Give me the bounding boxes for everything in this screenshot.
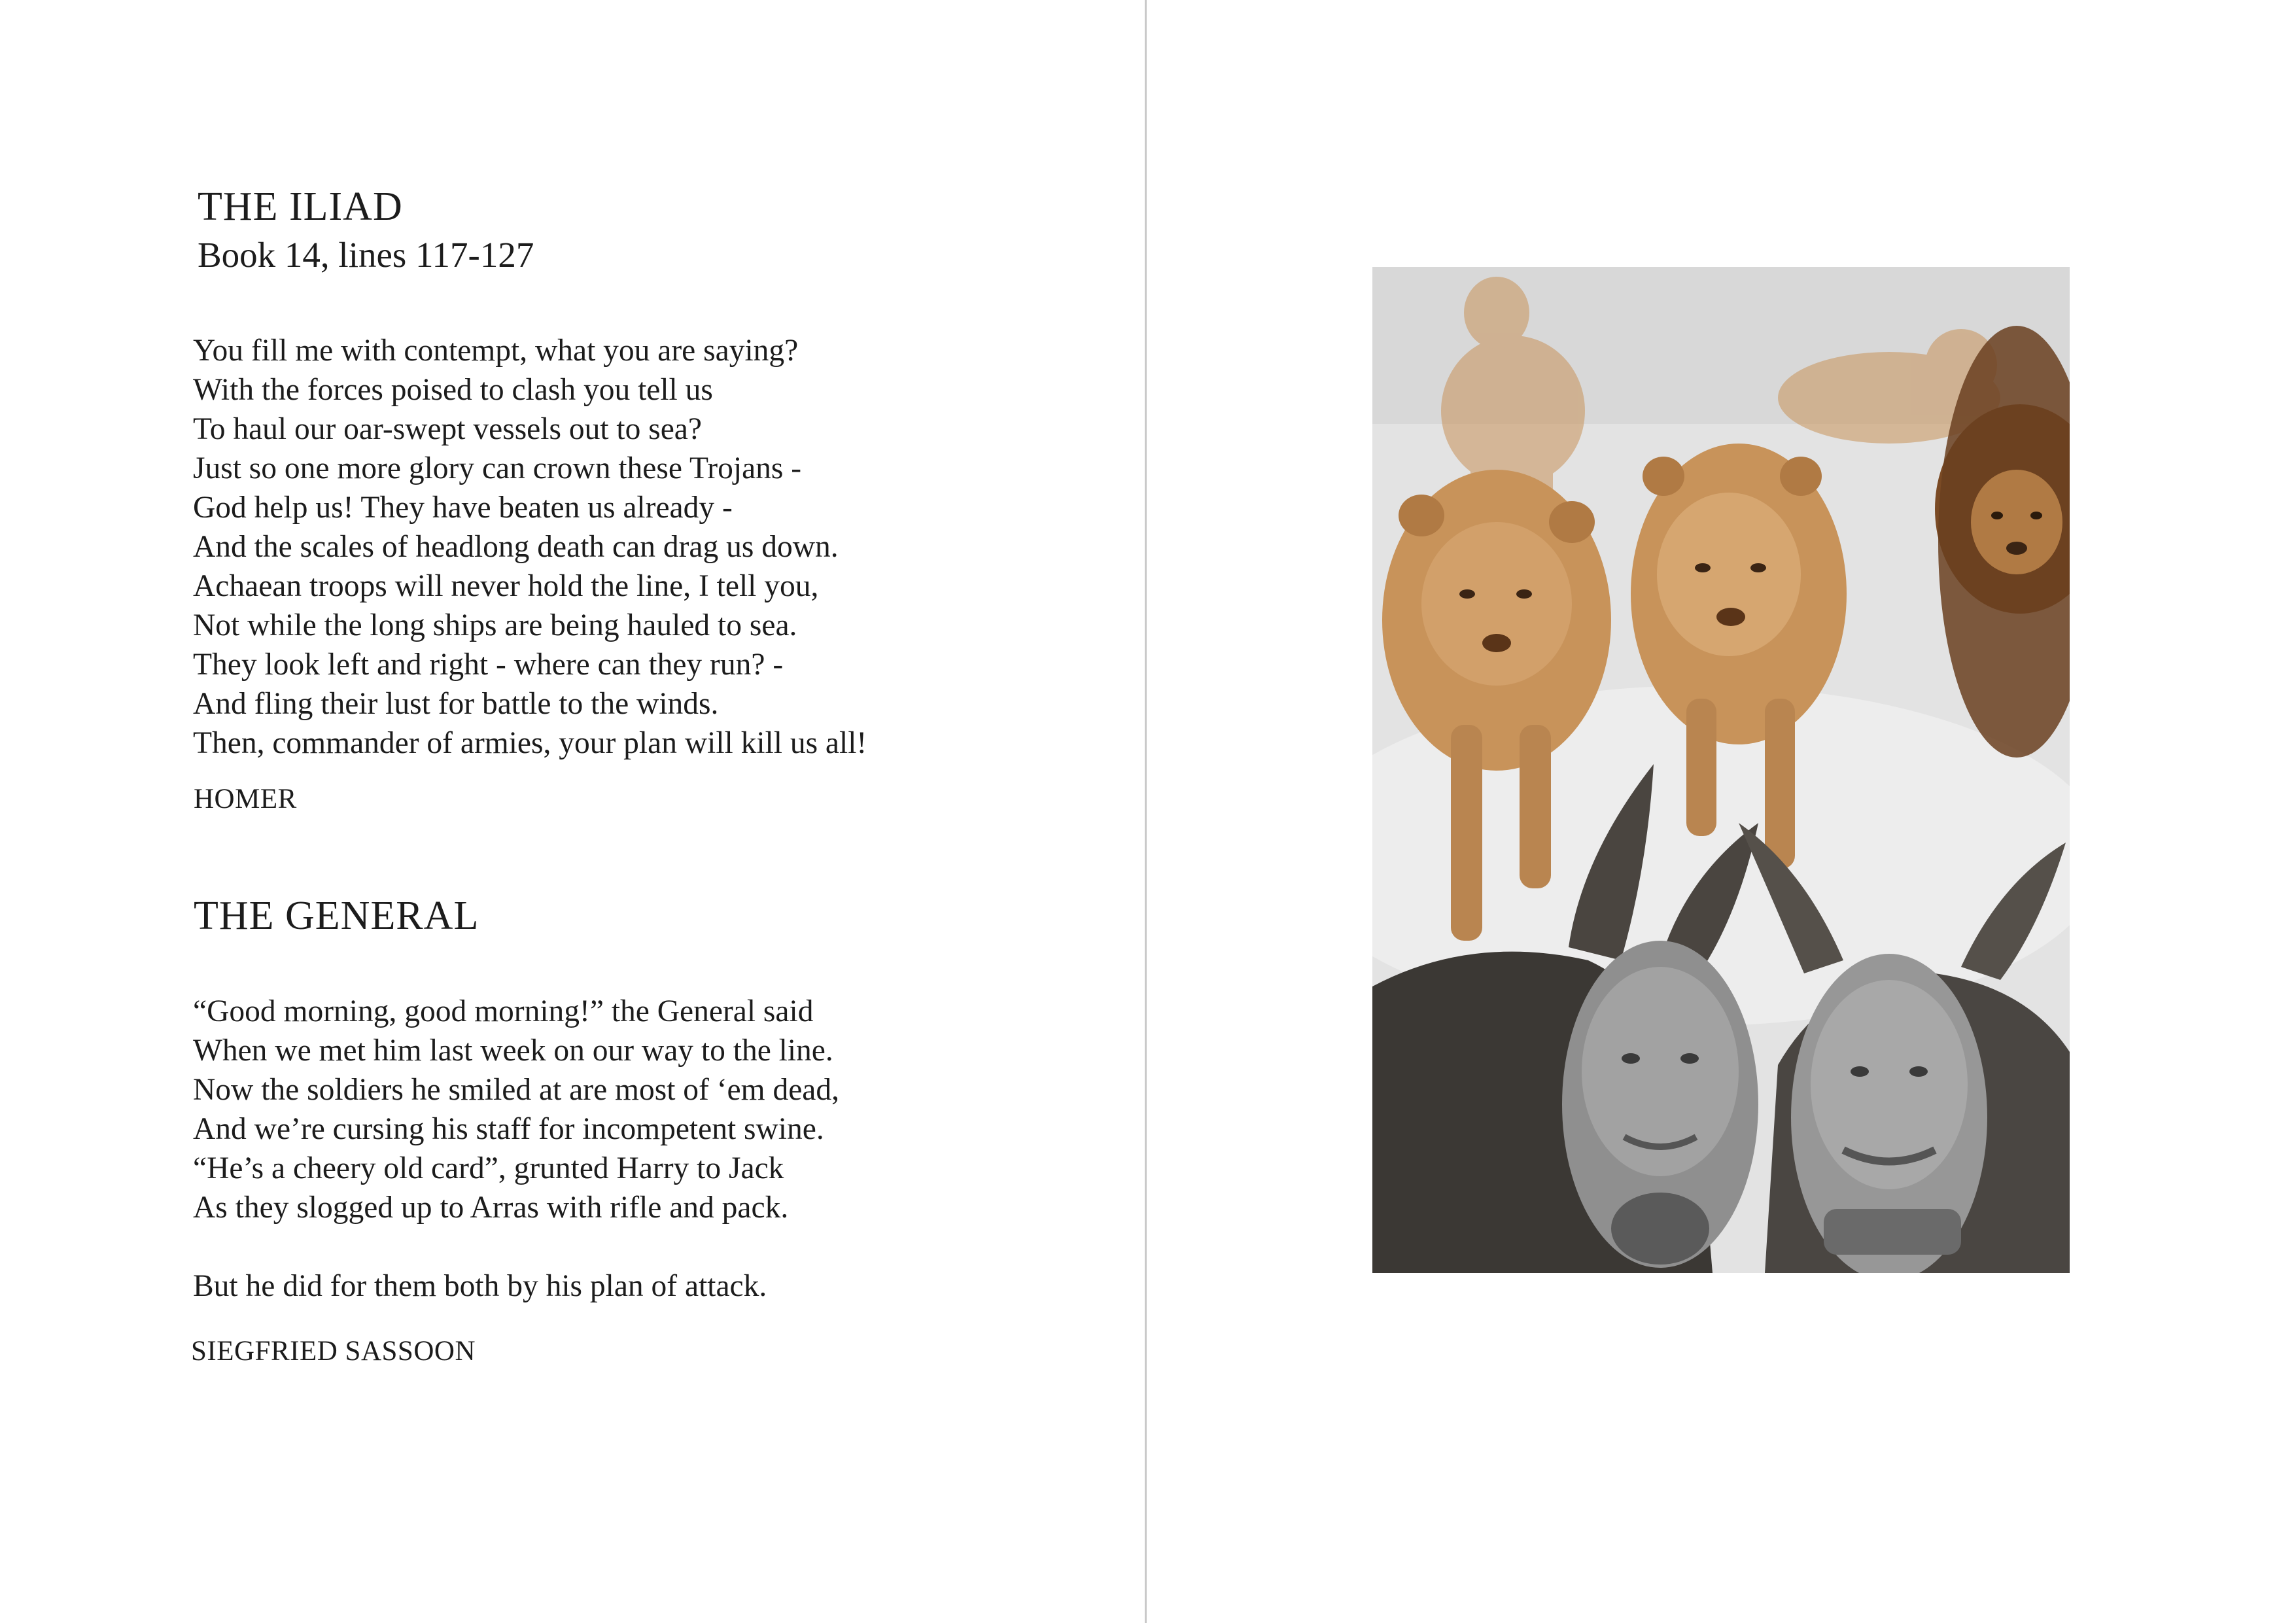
general-author: SIEGFRIED SASSOON (191, 1336, 476, 1367)
poem-line: Now the soldiers he smiled at are most of ‘em dead, (193, 1073, 839, 1107)
poem-final-line: But he did for them both by his plan of attack. (193, 1269, 767, 1303)
stanza-gap (193, 1227, 839, 1266)
poem-line: To haul our oar-swept vessels out to sea? (193, 412, 702, 446)
poem-line: “Good morning, good morning!” the General said (193, 994, 814, 1028)
poem-line: Not while the long ships are being hauled to sea. (193, 608, 797, 642)
poem-line: God help us! They have beaten us already - (193, 491, 733, 525)
poem-line: As they slogged up to Arras with rifle and pack. (193, 1191, 789, 1225)
left-page (0, 0, 1146, 1623)
lions-and-donkeys-collage (1372, 267, 2070, 1273)
iliad-title: THE ILIAD (198, 184, 403, 229)
poem-line: They look left and right - where can they run? - (193, 648, 784, 682)
poem-line: Then, commander of armies, your plan will kill us all! (193, 726, 867, 760)
poem-line: And we’re cursing his staff for incompetent swine. (193, 1112, 824, 1146)
poem-line: Just so one more glory can crown these Trojans - (193, 451, 802, 485)
iliad-subtitle: Book 14, lines 117-127 (198, 235, 534, 275)
poem-line: And the scales of headlong death can drag us down. (193, 530, 839, 564)
page-gutter (1145, 0, 1147, 1623)
poem-line: With the forces poised to clash you tell us (193, 373, 713, 407)
iliad-stanza (193, 331, 867, 763)
poem-line: When we met him last week on our way to the line. (193, 1034, 833, 1068)
general-stanza (193, 992, 839, 1306)
iliad-author: HOMER (194, 784, 297, 814)
poem-line: “He’s a cheery old card”, grunted Harry to Jack (193, 1151, 784, 1185)
poem-line: And fling their lust for battle to the winds. (193, 687, 719, 721)
poem-line: You fill me with contempt, what you are saying? (193, 334, 799, 368)
right-page (1149, 0, 2296, 1623)
collage-image (1372, 267, 2070, 1273)
general-title: THE GENERAL (194, 894, 479, 938)
poem-line: Achaean troops will never hold the line, I tell you, (193, 569, 819, 603)
